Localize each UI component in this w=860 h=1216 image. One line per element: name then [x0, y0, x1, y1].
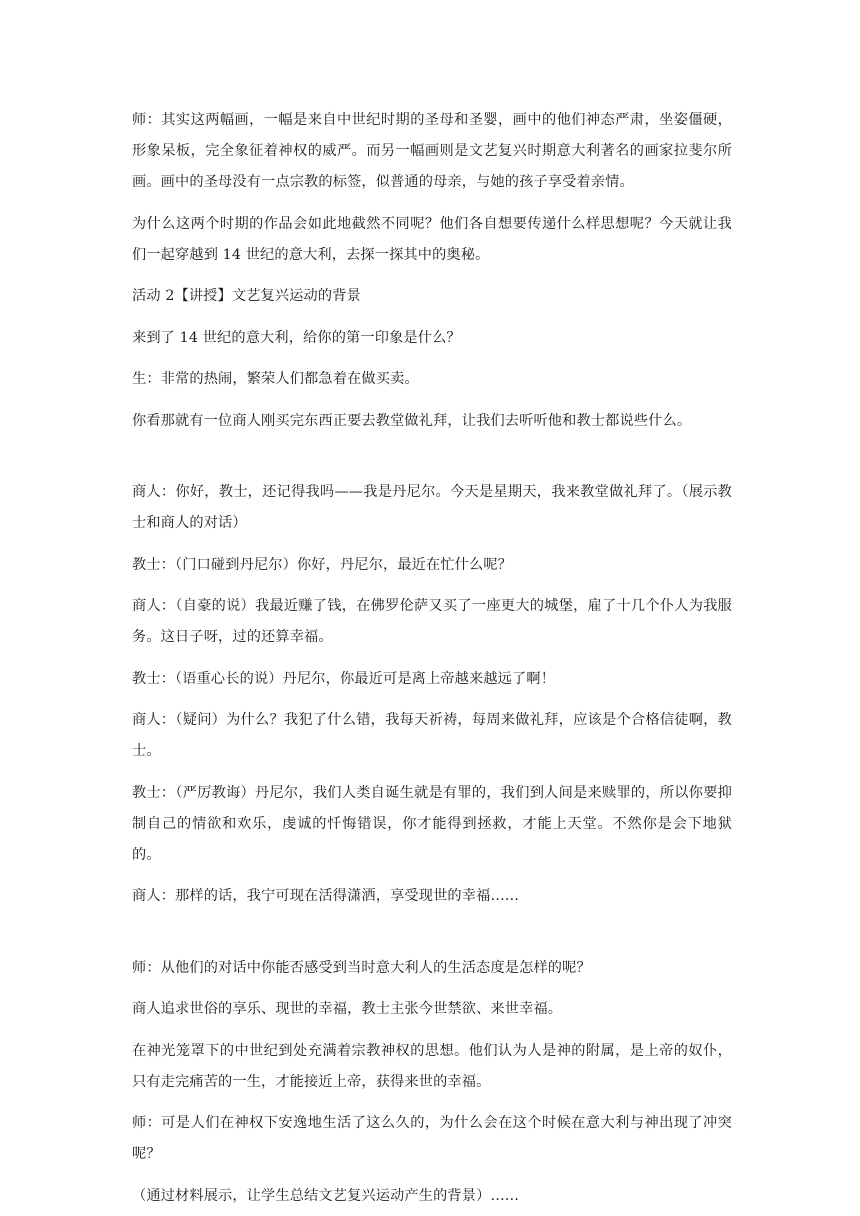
- dialogue-line-merchant-4: 商人：那样的话，我宁可现在活得潇洒，享受现世的幸福……: [132, 888, 520, 904]
- dialogue-line-merchant-2: 商人：（自豪的说）我最近赚了钱，在佛罗伦萨又买了一座更大的城堡，雇了十几个仆人为我服务。这日子呀，过的还算幸福。: [132, 598, 732, 645]
- material-note: （通过材料展示，让学生总结文艺复兴运动产生的背景）……: [132, 1187, 520, 1204]
- dialogue-line-priest-1: 教士：（门口碰到丹尼尔）你好，丹尼尔，最近在忙什么呢？: [132, 556, 513, 573]
- section-gap: [132, 923, 732, 953]
- dialogue-line-merchant-3: 商人：（疑问）为什么？我犯了什么错，我每天祈祷，每周来做礼拜，应该是个合格信徒啊，教士。: [132, 712, 732, 759]
- first-impression-question: 来到了 14 世纪的意大利，给你的第一印象是什么？: [132, 329, 461, 346]
- teacher-conflict-question: 师：可是人们在神权下安逸地生活了这么久的，为什么会在这个时候在意大利与神出现了冲突呢？: [132, 1115, 732, 1162]
- medieval-theocracy-paragraph: 在神光笼罩下的中世纪到处充满着宗教神权的思想。他们认为人是神的附属，是上帝的奴仆，只有走完痛苦的一生，才能接近上帝，获得来世的幸福。: [132, 1042, 732, 1090]
- dialogue-line-merchant-1: 商人：你好，教士，还记得我吗——我是丹尼尔。今天是星期天，我来教堂做礼拜了。（展示教士和商人的对话）: [132, 484, 732, 531]
- teacher-attitude-question: 师：从他们的对话中你能否感受到当时意大利人的生活态度是怎样的呢？: [132, 959, 591, 976]
- dialogue-line-priest-3: 教士：（严厉教诲）丹尼尔，我们人类自诞生就是有罪的，我们到人间是来赎罪的，所以你要抑制自己的情欲和欢乐，虔诚的忏悔错误，你才能得到拯救，才能上天堂。不然你是会下地狱的。: [132, 784, 732, 863]
- section-gap: [132, 447, 732, 477]
- merchant-intro-paragraph: 你看那就有一位商人刚买完东西正要去教堂做礼拜，让我们去听听他和教士都说些什么。: [132, 412, 692, 429]
- student-answer: 生：非常的热闹，繁荣人们都急着在做买卖。: [132, 371, 419, 387]
- activity-heading: 活动 2【讲授】文艺复兴运动的背景: [132, 288, 361, 304]
- attitude-answer: 商人追求世俗的享乐、现世的幸福，教士主张今世禁欲、来世幸福。: [132, 1001, 563, 1017]
- dialogue-line-priest-2: 教士：（语重心长的说）丹尼尔，你最近可是离上帝越来越远了啊！: [132, 670, 556, 687]
- question-paragraph: 为什么这两个时期的作品会如此地截然不同呢？他们各自想要传递什么样思想呢？今天就让我们一起穿越到 14 世纪的意大利，去探一探其中的奥秘。: [132, 215, 732, 263]
- teacher-paintings-paragraph: 师：其实这两幅画，一幅是来自中世纪时期的圣母和圣婴，画中的他们神态严肃，坐姿僵硬，形象呆板，完全象征着神权的威严。而另一幅画则是文艺复兴时期意大利著名的画家拉斐尔所画。画中的圣母没有一点宗教的标签，似普通的母亲，与她的孩子享受着亲情。: [132, 112, 732, 190]
